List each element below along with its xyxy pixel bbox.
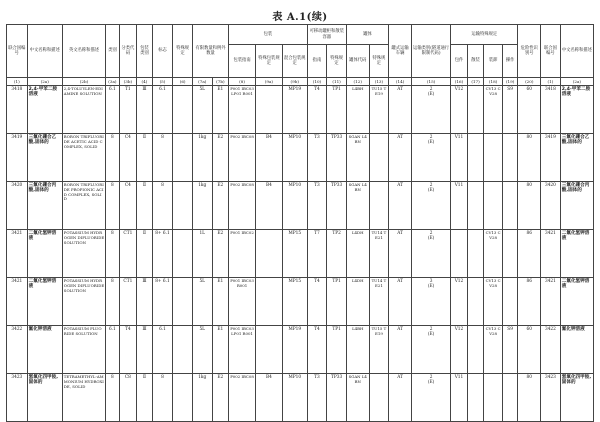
cell-sl: CV13 CV28 bbox=[484, 326, 503, 374]
cell-tsp: TP33 bbox=[327, 134, 347, 182]
cell-un: 3421 bbox=[7, 230, 28, 278]
cell-sl: CV13 CV28 bbox=[484, 278, 503, 326]
header-mixed-packing: 混合包装规定 bbox=[282, 45, 307, 78]
cell-pi: P002 IBC08 bbox=[229, 374, 256, 422]
cell-en: POTASSIUM HYDROGEN DIFLUORIDE SOLUTION bbox=[62, 278, 105, 326]
column-number: (5) bbox=[152, 78, 173, 86]
cell-mp: MP10 bbox=[282, 374, 307, 422]
cell-sv: V12 bbox=[451, 278, 468, 326]
table-row bbox=[7, 86, 594, 134]
cell-tp: T3 bbox=[307, 182, 327, 230]
cell-so bbox=[502, 134, 518, 182]
transport-category: 2 bbox=[429, 231, 433, 236]
cell-en: POTASSIUM HYDROGEN DIFLUORIDE SOLUTION bbox=[62, 230, 105, 278]
column-number: (4) bbox=[137, 78, 153, 86]
cell-eq: E2 bbox=[212, 230, 229, 278]
cell-mp: MP15 bbox=[282, 278, 307, 326]
cell-tsp: TP1 bbox=[327, 86, 347, 134]
cell-code: T4 bbox=[119, 326, 137, 374]
table-row bbox=[7, 134, 594, 182]
header-hazard-id: 危险性识别号 bbox=[518, 25, 541, 78]
cell-cat bbox=[411, 230, 450, 278]
column-number: (2a) bbox=[560, 78, 593, 86]
cell-tsp: TP1 bbox=[327, 326, 347, 374]
header-package: 包件 bbox=[451, 45, 468, 78]
cell-en: 2,4-TOLUYLEN-EDIAMINE SOLUTION bbox=[62, 86, 105, 134]
table-row bbox=[7, 182, 594, 230]
cell-cls: 6.1 bbox=[106, 86, 119, 134]
cell-sb bbox=[467, 326, 484, 374]
cell-tc: L4BH bbox=[346, 86, 369, 134]
cell-sv bbox=[451, 230, 468, 278]
cell-veh: AT bbox=[389, 182, 412, 230]
cell-tsp2 bbox=[369, 374, 389, 422]
tunnel-code: (E) bbox=[427, 188, 435, 194]
cell-tsp2: TU15 TE19 bbox=[369, 326, 389, 374]
cell-sv: V12 bbox=[451, 326, 468, 374]
cell-pi: P002 IBC08 bbox=[229, 182, 256, 230]
cell-un: 3423 bbox=[7, 374, 28, 422]
cell-un2: 3422 bbox=[541, 326, 561, 374]
transport-category: 2 bbox=[429, 327, 433, 332]
cell-veh: AT bbox=[389, 326, 412, 374]
cell-so bbox=[502, 230, 518, 278]
column-number: (20) bbox=[518, 78, 541, 86]
cell-pp: B4 bbox=[255, 134, 282, 182]
cell-label: 6.1 bbox=[152, 326, 173, 374]
cell-hin: 80 bbox=[518, 374, 541, 422]
column-number: (18) bbox=[484, 78, 503, 86]
cell-tsp: TP33 bbox=[327, 374, 347, 422]
cell-pg: Ⅱ bbox=[137, 374, 153, 422]
cell-cn2: 2,4-甲苯二胺溶液 bbox=[560, 86, 593, 134]
tunnel-code: (E) bbox=[427, 236, 435, 242]
cell-tp: T4 bbox=[307, 326, 327, 374]
transport-category: 2 bbox=[429, 183, 433, 188]
cell-pg: Ⅲ bbox=[137, 86, 153, 134]
cell-en: TETRAMETHYL-AMMONIUM HYDROXIDE, SOLID bbox=[62, 374, 105, 422]
cell-cls: 8 bbox=[106, 182, 119, 230]
table-row bbox=[7, 326, 594, 374]
cell-so bbox=[502, 374, 518, 422]
header-tank-code: 罐体代码 bbox=[346, 45, 369, 78]
cell-hin: 60 bbox=[518, 326, 541, 374]
header-transport-special: 运输特殊规定 bbox=[451, 25, 518, 45]
cell-pg: Ⅲ bbox=[137, 326, 153, 374]
cell-sb bbox=[467, 182, 484, 230]
cell-sp bbox=[173, 326, 193, 374]
cell-pi: P002 IBC08 bbox=[229, 134, 256, 182]
cell-sl bbox=[484, 182, 503, 230]
cell-cn2: 氟化钾溶液 bbox=[560, 326, 593, 374]
cell-label: 8 bbox=[152, 374, 173, 422]
cell-so bbox=[502, 278, 518, 326]
header-tank-instruction: 指南 bbox=[307, 45, 327, 78]
cell-cat bbox=[411, 326, 450, 374]
cell-pg: Ⅱ bbox=[137, 134, 153, 182]
header-un-number: 联合国编号 bbox=[7, 25, 28, 78]
cell-un2: 3421 bbox=[541, 278, 561, 326]
header-packaging: 包装 bbox=[229, 25, 308, 45]
cell-tp: T3 bbox=[307, 134, 327, 182]
table-row bbox=[7, 230, 594, 278]
cell-sb bbox=[467, 134, 484, 182]
cell-cat bbox=[411, 182, 450, 230]
cell-cls: 8 bbox=[106, 134, 119, 182]
transport-category: 2 bbox=[429, 135, 433, 140]
cell-cn: 三氟化硼合丙酸,固体的 bbox=[27, 182, 62, 230]
cell-sl bbox=[484, 134, 503, 182]
cell-eq: E2 bbox=[212, 134, 229, 182]
cell-pi: P001 IBC03 LP01 R001 bbox=[229, 86, 256, 134]
table-row bbox=[7, 374, 594, 422]
cell-tc: SGAN L4BN bbox=[346, 134, 369, 182]
cell-pg: Ⅱ bbox=[137, 182, 153, 230]
cell-en: POTASSIUM FLUORIDE SOLUTION bbox=[62, 326, 105, 374]
cell-tp: T3 bbox=[307, 374, 327, 422]
column-number: (7b) bbox=[212, 78, 229, 86]
header-transport-category: 运输类别(隧道通行限制代码) bbox=[411, 25, 450, 78]
cell-pg: Ⅲ bbox=[137, 278, 153, 326]
header-cn-name-right: 中文名称和描述 bbox=[560, 25, 593, 78]
cell-un: 3420 bbox=[7, 182, 28, 230]
cell-so bbox=[502, 182, 518, 230]
cell-mp: MP10 bbox=[282, 134, 307, 182]
cell-eq: E2 bbox=[212, 374, 229, 422]
cell-sv: V11 bbox=[451, 134, 468, 182]
dangerous-goods-table bbox=[6, 24, 594, 422]
cell-cls: 8 bbox=[106, 374, 119, 422]
cell-en: BORON TRIFLUORIDE PROPIONIC ACID COMPLEX, SOLID bbox=[62, 182, 105, 230]
cell-label: 8 bbox=[152, 182, 173, 230]
cell-sb bbox=[467, 374, 484, 422]
cell-cn2: 二氟化氢钾溶液 bbox=[560, 230, 593, 278]
cell-veh: AT bbox=[389, 278, 412, 326]
cell-tc: SGAN L4BN bbox=[346, 182, 369, 230]
cell-tsp: TP33 bbox=[327, 182, 347, 230]
header-label: 标志 bbox=[152, 25, 173, 78]
cell-hin: 86 bbox=[518, 230, 541, 278]
header-tank-vehicle: 罐式运输车辆 bbox=[389, 25, 412, 78]
cell-un2: 3418 bbox=[541, 86, 561, 134]
cell-cn2: 二氟化氢钾溶液 bbox=[560, 278, 593, 326]
cell-un2: 3423 bbox=[541, 374, 561, 422]
cell-cat bbox=[411, 374, 450, 422]
cell-hin: 60 bbox=[518, 86, 541, 134]
column-number: (17) bbox=[467, 78, 484, 86]
column-number: (6) bbox=[173, 78, 193, 86]
cell-cn: 氢氧化四甲铵,固体的 bbox=[27, 374, 62, 422]
header-tank: 罐体 bbox=[346, 25, 388, 45]
cell-label: 8+ 6.1 bbox=[152, 278, 173, 326]
cell-sv: V11 bbox=[451, 374, 468, 422]
cell-cn: 三氟化硼合乙酸,固体的 bbox=[27, 134, 62, 182]
cell-veh: AT bbox=[389, 134, 412, 182]
column-number-row bbox=[7, 78, 594, 86]
cell-label: 8 bbox=[152, 134, 173, 182]
cell-hin: 80 bbox=[518, 182, 541, 230]
header-class-code: 分类代码 bbox=[119, 25, 137, 78]
cell-tsp2: TU15 TE19 bbox=[369, 86, 389, 134]
cell-lq: 5L bbox=[192, 86, 212, 134]
header-packing-group: 包装类别 bbox=[137, 25, 153, 78]
transport-category: 2 bbox=[429, 87, 433, 92]
header-tank-special: 特殊规定 bbox=[327, 45, 347, 78]
header-packing-instruction: 包装指南 bbox=[229, 45, 256, 78]
cell-code: C4 bbox=[119, 182, 137, 230]
cell-cls: 8 bbox=[106, 230, 119, 278]
column-number: (1) bbox=[541, 78, 561, 86]
cell-tp: T4 bbox=[307, 278, 327, 326]
cell-eq: E1 bbox=[212, 326, 229, 374]
tunnel-code: (E) bbox=[427, 284, 435, 290]
cell-tsp: TP1 bbox=[327, 278, 347, 326]
cell-code: C4 bbox=[119, 134, 137, 182]
tunnel-code: (E) bbox=[427, 92, 435, 98]
cell-code: CT1 bbox=[119, 230, 137, 278]
cell-cls: 8 bbox=[106, 278, 119, 326]
cell-un2: 3419 bbox=[541, 134, 561, 182]
cell-sb bbox=[467, 230, 484, 278]
column-number: (8) bbox=[229, 78, 256, 86]
column-number: (9b) bbox=[282, 78, 307, 86]
cell-en: BORON TRIFLUORIDE ACETIC ACID COMPLEX, SOLID bbox=[62, 134, 105, 182]
cell-un2: 3421 bbox=[541, 230, 561, 278]
cell-code: CT1 bbox=[119, 278, 137, 326]
cell-cn2: 三氟化硼合乙酸,固体的 bbox=[560, 134, 593, 182]
cell-veh: AT bbox=[389, 374, 412, 422]
cell-sb bbox=[467, 278, 484, 326]
cell-cat bbox=[411, 86, 450, 134]
cell-eq: E1 bbox=[212, 86, 229, 134]
cell-cn2: 三氟化硼合丙酸,固体的 bbox=[560, 182, 593, 230]
column-number: (1) bbox=[7, 78, 28, 86]
cell-pp bbox=[255, 230, 282, 278]
cell-tsp2 bbox=[369, 182, 389, 230]
column-number: (10) bbox=[307, 78, 327, 86]
cell-tsp2: TU14 TE21 bbox=[369, 278, 389, 326]
transport-category: 3 bbox=[429, 279, 433, 284]
cell-tsp: TP2 bbox=[327, 230, 347, 278]
column-number: (2b) bbox=[62, 78, 105, 86]
cell-cls: 6.1 bbox=[106, 326, 119, 374]
cell-un2: 3420 bbox=[541, 182, 561, 230]
column-number: (12) bbox=[346, 78, 369, 86]
column-number: (9a) bbox=[255, 78, 282, 86]
cell-pp bbox=[255, 86, 282, 134]
cell-veh: AT bbox=[389, 86, 412, 134]
cell-lq: 1kg bbox=[192, 134, 212, 182]
cell-sp bbox=[173, 182, 193, 230]
cell-hin: 80 bbox=[518, 134, 541, 182]
column-number: (14) bbox=[389, 78, 412, 86]
cell-mp: MP19 bbox=[282, 326, 307, 374]
header-loading: 装卸 bbox=[484, 45, 503, 78]
cell-pp: B4 bbox=[255, 374, 282, 422]
table-title: 表 A.1(续) bbox=[272, 12, 328, 23]
cell-tsp2 bbox=[369, 134, 389, 182]
cell-sl: CV13 CV28 bbox=[484, 86, 503, 134]
column-number: (11) bbox=[327, 78, 347, 86]
cell-sp bbox=[173, 230, 193, 278]
cell-tp: T7 bbox=[307, 230, 327, 278]
cell-sl: CV13 CV28 bbox=[484, 230, 503, 278]
cell-eq: E1 bbox=[212, 278, 229, 326]
cell-un: 3419 bbox=[7, 134, 28, 182]
header-un-number-right: 联合国编号 bbox=[541, 25, 561, 78]
cell-mp: MP15 bbox=[282, 230, 307, 278]
cell-sv: V12 bbox=[451, 86, 468, 134]
header-limited-quantity: 有限数量和例外数量 bbox=[192, 25, 228, 78]
table-body bbox=[7, 86, 594, 422]
cell-cn: 2,4-甲苯二胺溶液 bbox=[27, 86, 62, 134]
cell-mp: MP19 bbox=[282, 86, 307, 134]
cell-code: T1 bbox=[119, 86, 137, 134]
cell-tc: SGAN L4BN bbox=[346, 374, 369, 422]
transport-category: 2 bbox=[429, 375, 433, 380]
header-cn-name: 中文名称和描述 bbox=[27, 25, 62, 78]
cell-eq: E2 bbox=[212, 182, 229, 230]
cell-lq: 1L bbox=[192, 230, 212, 278]
cell-label: 8+ 6.1 bbox=[152, 230, 173, 278]
cell-tsp2: TU14 TE21 bbox=[369, 230, 389, 278]
column-number: (7a) bbox=[192, 78, 212, 86]
cell-cn: 二氟化氢钾溶液 bbox=[27, 278, 62, 326]
cell-cn: 氟化钾溶液 bbox=[27, 326, 62, 374]
cell-pi: P001 IBC02 bbox=[229, 230, 256, 278]
cell-pp bbox=[255, 326, 282, 374]
tunnel-code: (E) bbox=[427, 332, 435, 338]
cell-mp: MP10 bbox=[282, 182, 307, 230]
cell-pp: B4 bbox=[255, 182, 282, 230]
cell-sb bbox=[467, 86, 484, 134]
cell-pp bbox=[255, 278, 282, 326]
cell-sp bbox=[173, 374, 193, 422]
cell-sl bbox=[484, 374, 503, 422]
cell-cn2: 氢氧化四甲铵,固体的 bbox=[560, 374, 593, 422]
cell-pg: Ⅱ bbox=[137, 230, 153, 278]
cell-tp: T4 bbox=[307, 86, 327, 134]
cell-sp bbox=[173, 86, 193, 134]
cell-tc: L4DH bbox=[346, 278, 369, 326]
cell-lq: 5L bbox=[192, 326, 212, 374]
cell-veh: AT bbox=[389, 230, 412, 278]
cell-cat bbox=[411, 278, 450, 326]
cell-tc: L4DH bbox=[346, 230, 369, 278]
header-special-provisions: 特殊规定 bbox=[173, 25, 193, 78]
cell-lq: 1kg bbox=[192, 182, 212, 230]
header-class: 类别 bbox=[106, 25, 119, 78]
cell-cn: 二氟化氢钾溶液 bbox=[27, 230, 62, 278]
cell-cat bbox=[411, 134, 450, 182]
cell-tc: L4BH bbox=[346, 326, 369, 374]
header-special-packing: 特殊包装规定 bbox=[255, 45, 282, 78]
cell-lq: 5L bbox=[192, 278, 212, 326]
column-number: (3a) bbox=[106, 78, 119, 86]
cell-code: C8 bbox=[119, 374, 137, 422]
column-number: (15) bbox=[411, 78, 450, 86]
cell-label: 6.1 bbox=[152, 86, 173, 134]
cell-un: 3421 bbox=[7, 278, 28, 326]
cell-pi: P001 IBC03 LP01 R001 bbox=[229, 326, 256, 374]
column-number: (16) bbox=[451, 78, 468, 86]
cell-lq: 1kg bbox=[192, 374, 212, 422]
tunnel-code: (E) bbox=[427, 380, 435, 386]
header-bulk: 散装 bbox=[467, 45, 484, 78]
column-number: (13) bbox=[369, 78, 389, 86]
cell-un: 3418 bbox=[7, 86, 28, 134]
cell-sp bbox=[173, 134, 193, 182]
cell-un: 3422 bbox=[7, 326, 28, 374]
cell-pi: P001 IBC03 R001 bbox=[229, 278, 256, 326]
header-en-name: 英文名称和描述 bbox=[62, 25, 105, 78]
cell-so: S9 bbox=[502, 86, 518, 134]
cell-sp bbox=[173, 278, 193, 326]
column-number: (3b) bbox=[119, 78, 137, 86]
header-operation: 操作 bbox=[502, 45, 518, 78]
header-portable-tanks: 可移动罐柜和散装容器 bbox=[307, 25, 346, 45]
cell-hin: 86 bbox=[518, 278, 541, 326]
tunnel-code: (E) bbox=[427, 140, 435, 146]
table-row bbox=[7, 278, 594, 326]
header-tank-special-2: 特殊规定 bbox=[369, 45, 389, 78]
column-number: (19) bbox=[502, 78, 518, 86]
cell-so: S9 bbox=[502, 326, 518, 374]
cell-sv: V11 bbox=[451, 182, 468, 230]
column-number: (2a) bbox=[27, 78, 62, 86]
